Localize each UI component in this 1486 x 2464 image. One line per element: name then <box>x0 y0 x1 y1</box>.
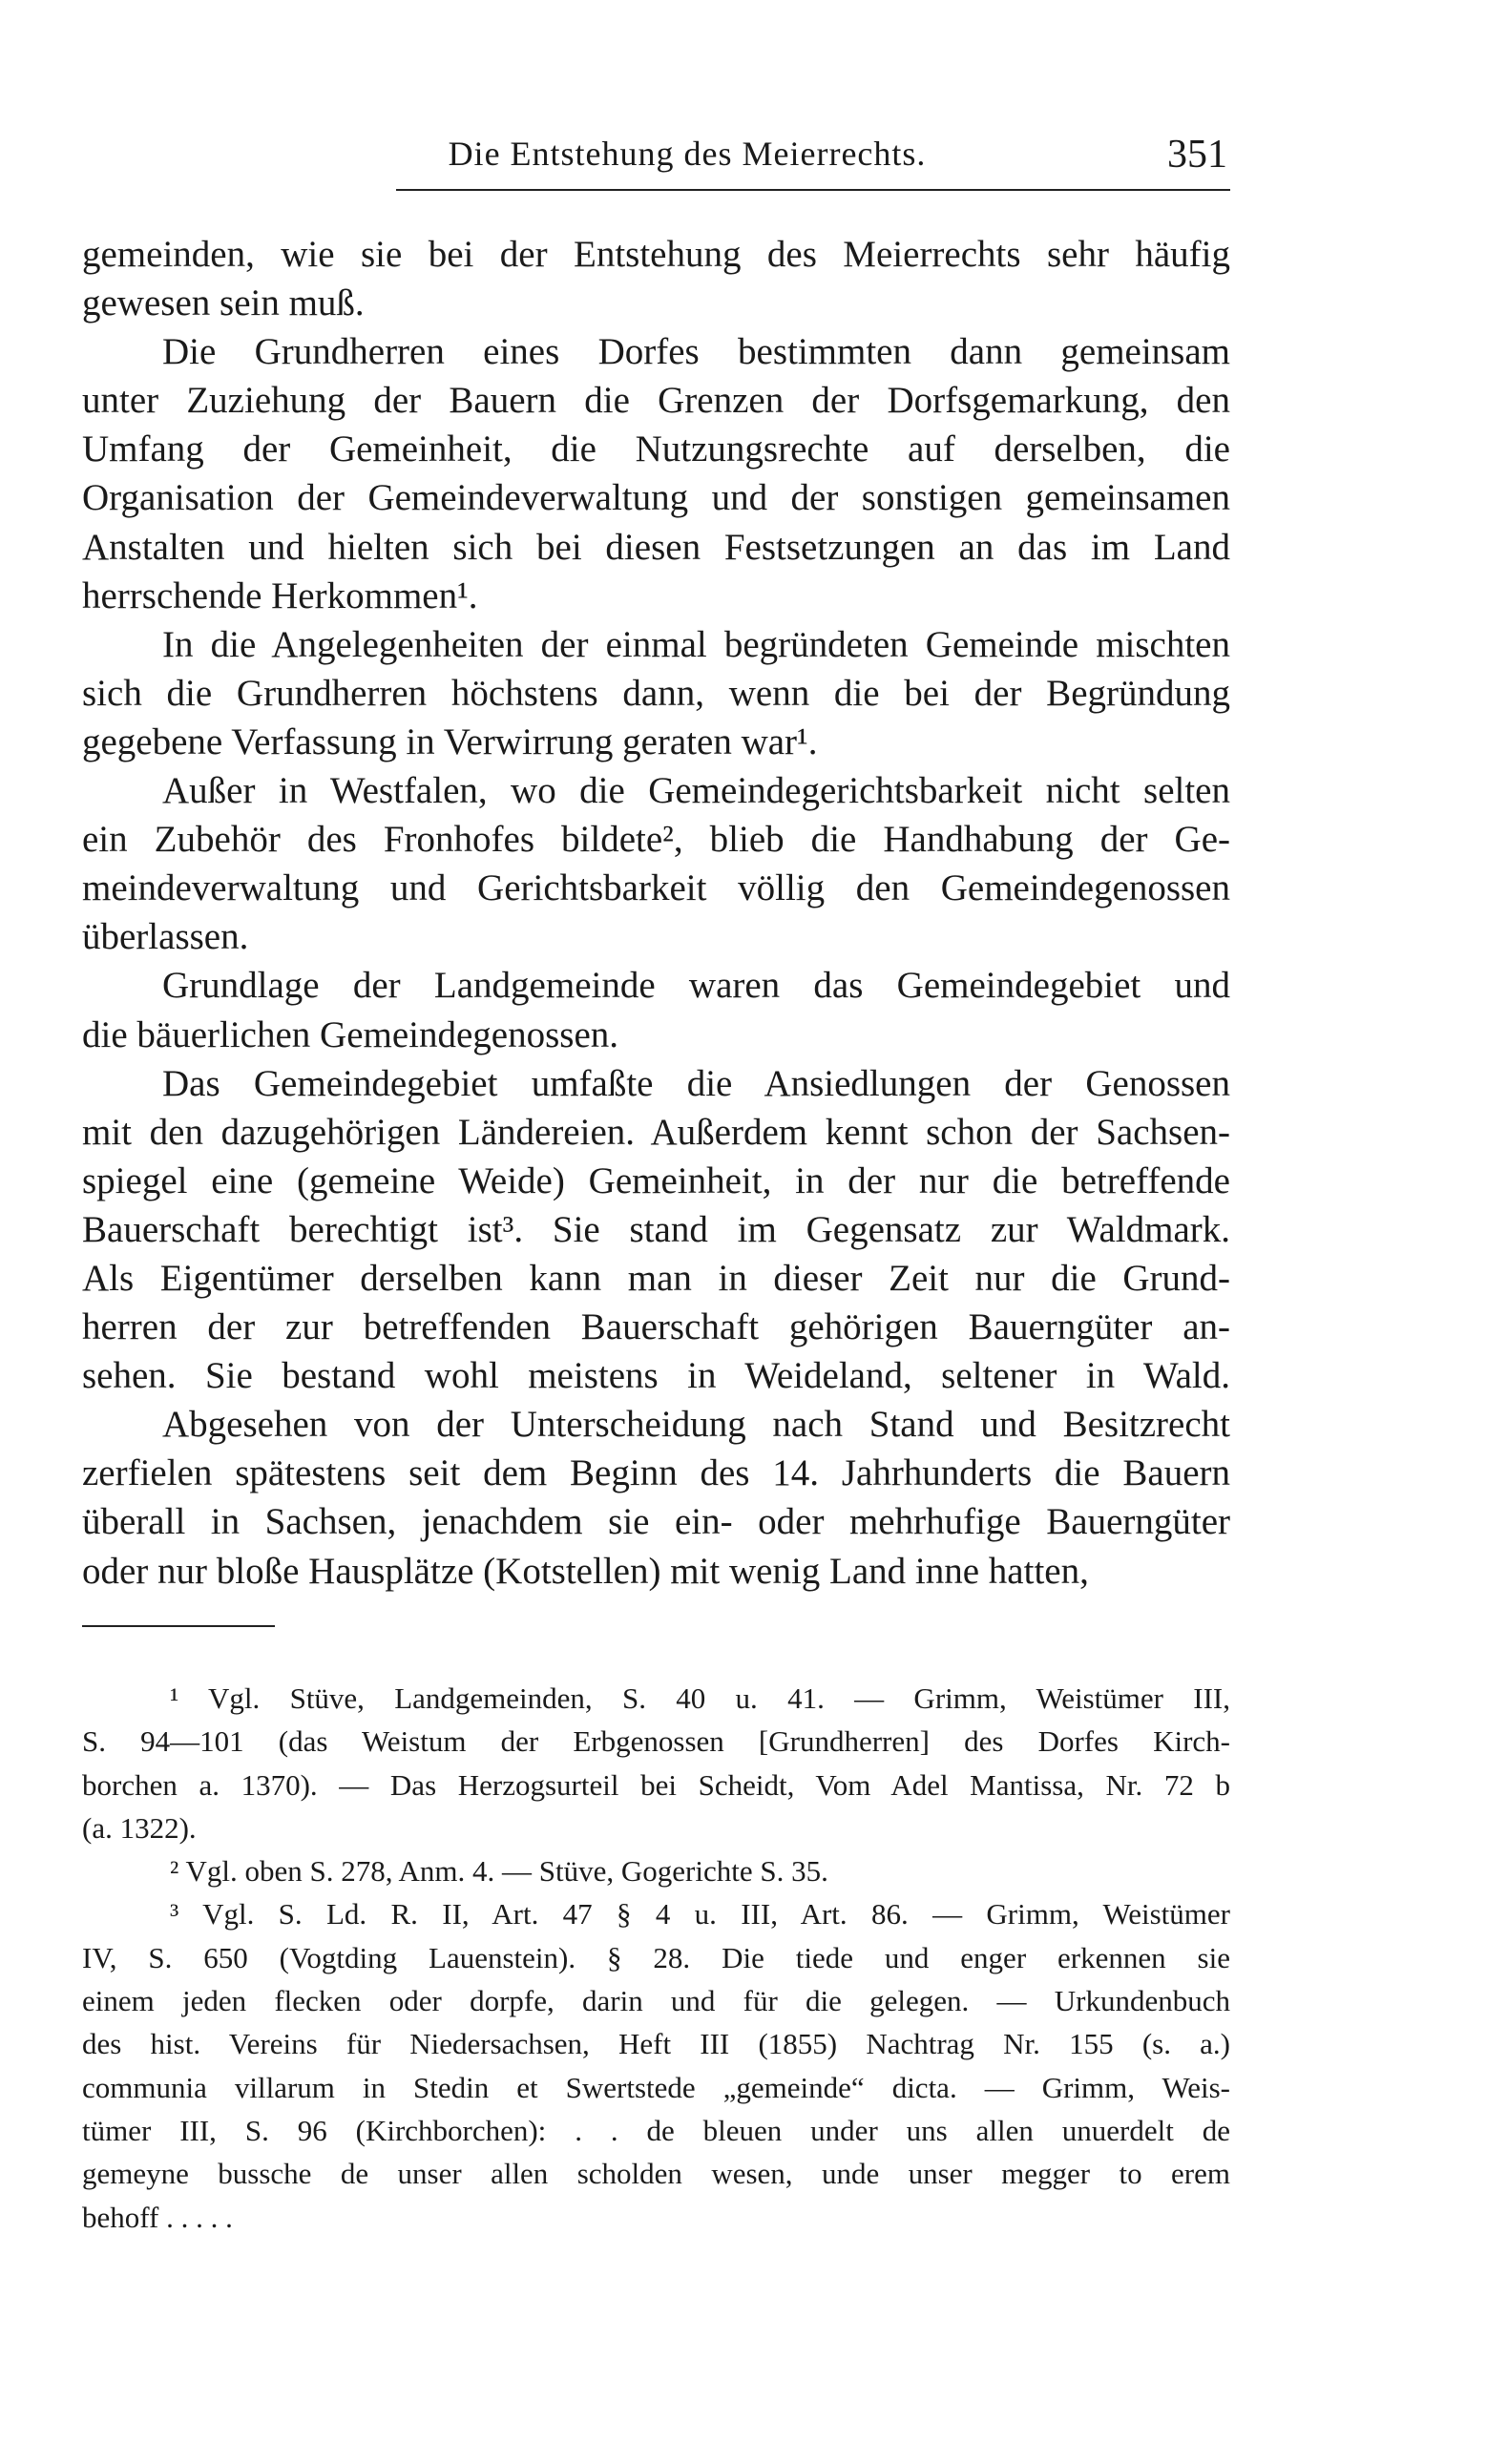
footnote-line: behoff . . . . . <box>82 2200 233 2234</box>
paragraph-line: sich die Grundherren höchstens dann, wenn die bei der Begründung <box>82 672 1230 714</box>
paragraph <box>82 327 1230 620</box>
paragraph-line: oder nur bloße Hausplätze (Kotstellen) mit wenig Land inne hatten, <box>82 1550 1089 1592</box>
paragraph <box>82 1400 1230 1595</box>
paragraph-line: gemeinden, wie sie bei der Entstehung des Meierrechts sehr häufig <box>82 234 1230 275</box>
paragraph <box>82 766 1230 961</box>
footnotes <box>82 1677 1230 2239</box>
body-text <box>82 230 1230 1596</box>
footnote-line: communia villarum in Stedin et Swertstede „gemeinde“ dicta. — Grimm, Weis- <box>82 2070 1230 2104</box>
paragraph-line: Außer in Westfalen, wo die Gemeindegerichtsbarkeit nicht selten <box>162 770 1230 812</box>
running-title: Die Entstehung des Meierrechts. <box>448 135 927 173</box>
footnote-line: (a. 1322). <box>82 1810 197 1845</box>
paragraph-line: Grundlage der Landgemeinde waren das Gemeindegebiet und <box>162 965 1230 1007</box>
footnote <box>82 1849 1230 1892</box>
paragraph-line: die bäuerlichen Gemeindegenossen. <box>82 1013 619 1055</box>
paragraph-line: Anstalten und hielten sich bei diesen Festsetzungen an das im Land <box>82 526 1230 568</box>
paragraph <box>82 230 1230 327</box>
footnote-line: des hist. Vereins für Niedersachsen, Heft III (1855) Nachtrag Nr. 155 (s. a.) <box>82 2027 1230 2061</box>
footnote-line: ³ Vgl. S. Ld. R. II, Art. 47 § 4 u. III, Art. 86. — Grimm, Weistümer <box>170 1897 1230 1932</box>
footnote-line: einem jeden flecken oder dorpfe, darin und für die gelegen. — Urkundenbuch <box>82 1984 1230 2018</box>
paragraph-line: Abgesehen von der Unterscheidung nach Stand und Besitzrecht <box>162 1404 1230 1446</box>
paragraph <box>82 961 1230 1058</box>
paragraph <box>82 620 1230 766</box>
paragraph-line: überlassen. <box>82 916 249 958</box>
paragraph-line: zerfielen spätestens seit dem Beginn des 14. Jahrhunderts die Bauern <box>82 1452 1230 1494</box>
paragraph-line: gegebene Verfassung in Verwirrung geraten war¹. <box>82 720 818 762</box>
footnote-line: gemeyne bussche de unser allen scholden wesen, unde unser megger to erem <box>82 2157 1230 2191</box>
footnote-line: S. 94—101 (das Weistum der Erbgenossen [Grundherren] des Dorfes Kirch- <box>82 1724 1230 1759</box>
paragraph-line: meindeverwaltung und Gerichtsbarkeit völlig den Gemeindegenossen <box>82 867 1230 909</box>
paragraph-line: Das Gemeindegebiet umfaßte die Ansiedlungen der Genossen <box>162 1062 1230 1104</box>
footnote-line: ² Vgl. oben S. 278, Anm. 4. — Stüve, Gogerichte S. 35. <box>170 1854 828 1889</box>
header-rule <box>396 189 1230 191</box>
page-number: 351 <box>1167 133 1227 177</box>
footnote <box>82 1892 1230 2238</box>
footnote <box>82 1677 1230 1849</box>
paragraph-line: sehen. Sie bestand wohl meistens in Weideland, seltener in Wald. <box>82 1355 1230 1397</box>
footnote-separator <box>82 1625 275 1627</box>
footnote-line: tümer III, S. 96 (Kirchborchen): . . de bleuen under uns allen unuerdelt de <box>82 2113 1230 2147</box>
paragraph-line: Als Eigentümer derselben kann man in dieser Zeit nur die Grund- <box>82 1257 1230 1299</box>
paragraph-line: mit den dazugehörigen Ländereien. Außerdem kennt schon der Sachsen- <box>82 1111 1230 1153</box>
paragraph-line: herrschende Herkommen¹. <box>82 574 478 616</box>
paragraph-line: Umfang der Gemeinheit, die Nutzungsrechte auf derselben, die <box>82 428 1230 470</box>
paragraph-line: Organisation der Gemeindeverwaltung und der sonstigen gemeinsamen <box>82 477 1230 519</box>
footnote-line: borchen a. 1370). — Das Herzogsurteil bei Scheidt, Vom Adel Mantissa, Nr. 72 b <box>82 1767 1230 1802</box>
paragraph-line: unter Zuziehung der Bauern die Grenzen der Dorfsgemarkung, den <box>82 380 1230 422</box>
paragraph-line: gewesen sein muß. <box>82 282 365 324</box>
paragraph-line: Bauerschaft berechtigt ist³. Sie stand im Gegensatz zur Waldmark. <box>82 1208 1230 1250</box>
paragraph-line: überall in Sachsen, jenachdem sie ein- oder mehrhufige Bauerngüter <box>82 1501 1230 1543</box>
paragraph <box>82 1059 1230 1401</box>
paragraph-line: spiegel eine (gemeine Weide) Gemeinheit, in der nur die betreffende <box>82 1159 1230 1201</box>
footnote-line: ¹ Vgl. Stüve, Landgemeinden, S. 40 u. 41. — Grimm, Weistümer III, <box>170 1681 1230 1715</box>
footnote-line: IV, S. 650 (Vogtding Lauenstein). § 28. Die tiede und enger erkennen sie <box>82 1940 1230 1974</box>
paragraph-line: In die Angelegenheiten der einmal begründeten Gemeinde mischten <box>162 623 1230 665</box>
paragraph-line: herren der zur betreffenden Bauerschaft gehörigen Bauerngüter an- <box>82 1306 1230 1348</box>
paragraph-line: Die Grundherren eines Dorfes bestimmten dann gemeinsam <box>162 331 1230 373</box>
paragraph-line: ein Zubehör des Fronhofes bildete², blieb die Handhabung der Ge- <box>82 819 1230 861</box>
